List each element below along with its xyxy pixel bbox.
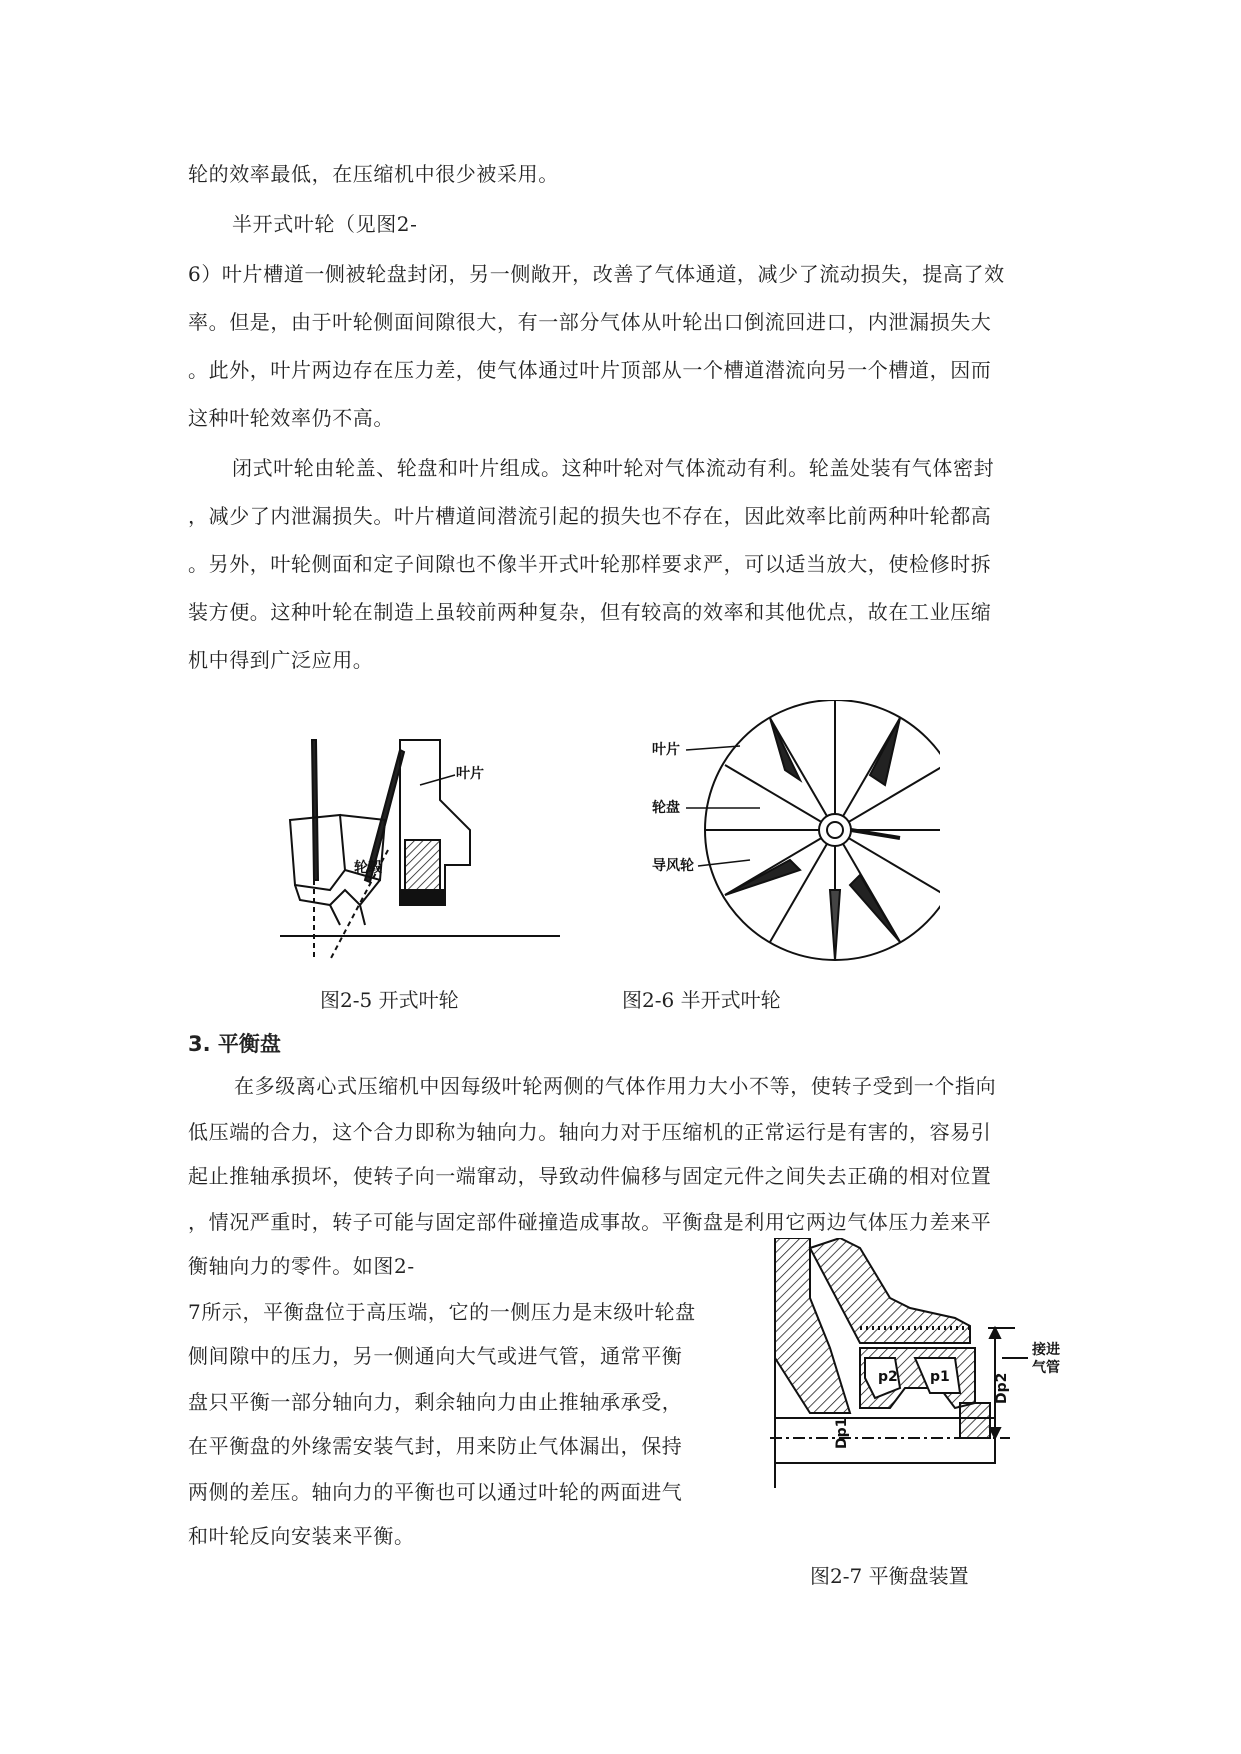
text-line: 和叶轮反向安装来平衡。	[188, 1524, 415, 1548]
figure-caption: 图2-6 半开式叶轮	[622, 988, 781, 1012]
text-line: 在多级离心式压缩机中因每级叶轮两侧的气体作用力大小不等，使转子受到一个指向	[234, 1074, 997, 1098]
section-heading: 3. 平衡盘	[188, 1032, 281, 1056]
text-line: 两侧的差压。轴向力的平衡也可以通过叶轮的两面进气	[188, 1480, 683, 1504]
text-line: 低压端的合力，这个合力即称为轴向力。轴向力对于压缩机的正常运行是有害的，容易引	[188, 1120, 992, 1144]
label-p1: p1	[930, 1369, 950, 1385]
text-line: 。此外，叶片两边存在压力差，使气体通过叶片顶部从一个槽道潜流向另一个槽道，因而	[188, 358, 992, 382]
text-line: 侧间隙中的压力，另一侧通向大气或进气管，通常平衡	[188, 1344, 683, 1368]
text-line: 闭式叶轮由轮盖、轮盘和叶片组成。这种叶轮对气体流动有利。轮盖处装有气体密封	[232, 456, 995, 480]
text-line: 。另外，叶轮侧面和定子间隙也不像半开式叶轮那样要求严，可以适当放大，使检修时拆	[188, 552, 992, 576]
text-line: 衡轴向力的零件。如图2-	[188, 1254, 415, 1278]
figure-open-impeller	[270, 730, 570, 970]
figure-semi-open-impeller	[640, 700, 940, 980]
text-line: 装方便。这种叶轮在制造上虽较前两种复杂，但有较高的效率和其他优点，故在工业压缩	[188, 600, 992, 624]
text-line: 7所示，平衡盘位于高压端，它的一侧压力是末级叶轮盘	[188, 1300, 696, 1324]
label-inlet: 接进	[1032, 1342, 1060, 1358]
label-blade: 叶片	[652, 742, 680, 758]
figure-caption: 图2-7 平衡盘装置	[810, 1564, 969, 1588]
figure-caption: 图2-5 开式叶轮	[320, 988, 459, 1012]
label-dp1: Dp1	[834, 1417, 850, 1449]
label-blade: 叶片	[456, 766, 484, 782]
label-inlet: 气管	[1032, 1360, 1060, 1376]
label-hub: 轮毂	[354, 860, 382, 876]
text-line: ，情况严重时，转子可能与固定部件碰撞造成事故。平衡盘是利用它两边气体压力差来平	[188, 1210, 992, 1234]
label-dp2: Dp2	[994, 1372, 1010, 1404]
figure-balance-disc	[770, 1238, 1090, 1488]
text-line: 率。但是，由于叶轮侧面间隙很大，有一部分气体从叶轮出口倒流回进口，内泄漏损失大	[188, 310, 992, 334]
label-disc: 轮盘	[652, 800, 680, 816]
text-line: ，减少了内泄漏损失。叶片槽道间潜流引起的损失也不存在，因此效率比前两种叶轮都高	[188, 504, 992, 528]
label-p2: p2	[878, 1369, 898, 1385]
text-line: 半开式叶轮（见图2-	[232, 212, 418, 236]
text-line: 起止推轴承损坏，使转子向一端窜动，导致动件偏移与固定元件之间失去正确的相对位置	[188, 1164, 992, 1188]
text-line: 这种叶轮效率仍不高。	[188, 406, 394, 430]
text-line: 6）叶片槽道一侧被轮盘封闭，另一侧敞开，改善了气体通道，减少了流动损失，提高了效	[188, 262, 1005, 286]
text-line: 轮的效率最低，在压缩机中很少被采用。	[188, 162, 559, 186]
text-line: 在平衡盘的外缘需安装气封，用来防止气体漏出，保持	[188, 1434, 683, 1458]
text-line: 盘只平衡一部分轴向力，剩余轴向力由止推轴承承受，	[188, 1390, 683, 1414]
text-line: 机中得到广泛应用。	[188, 648, 374, 672]
label-inducer: 导风轮	[652, 858, 694, 874]
